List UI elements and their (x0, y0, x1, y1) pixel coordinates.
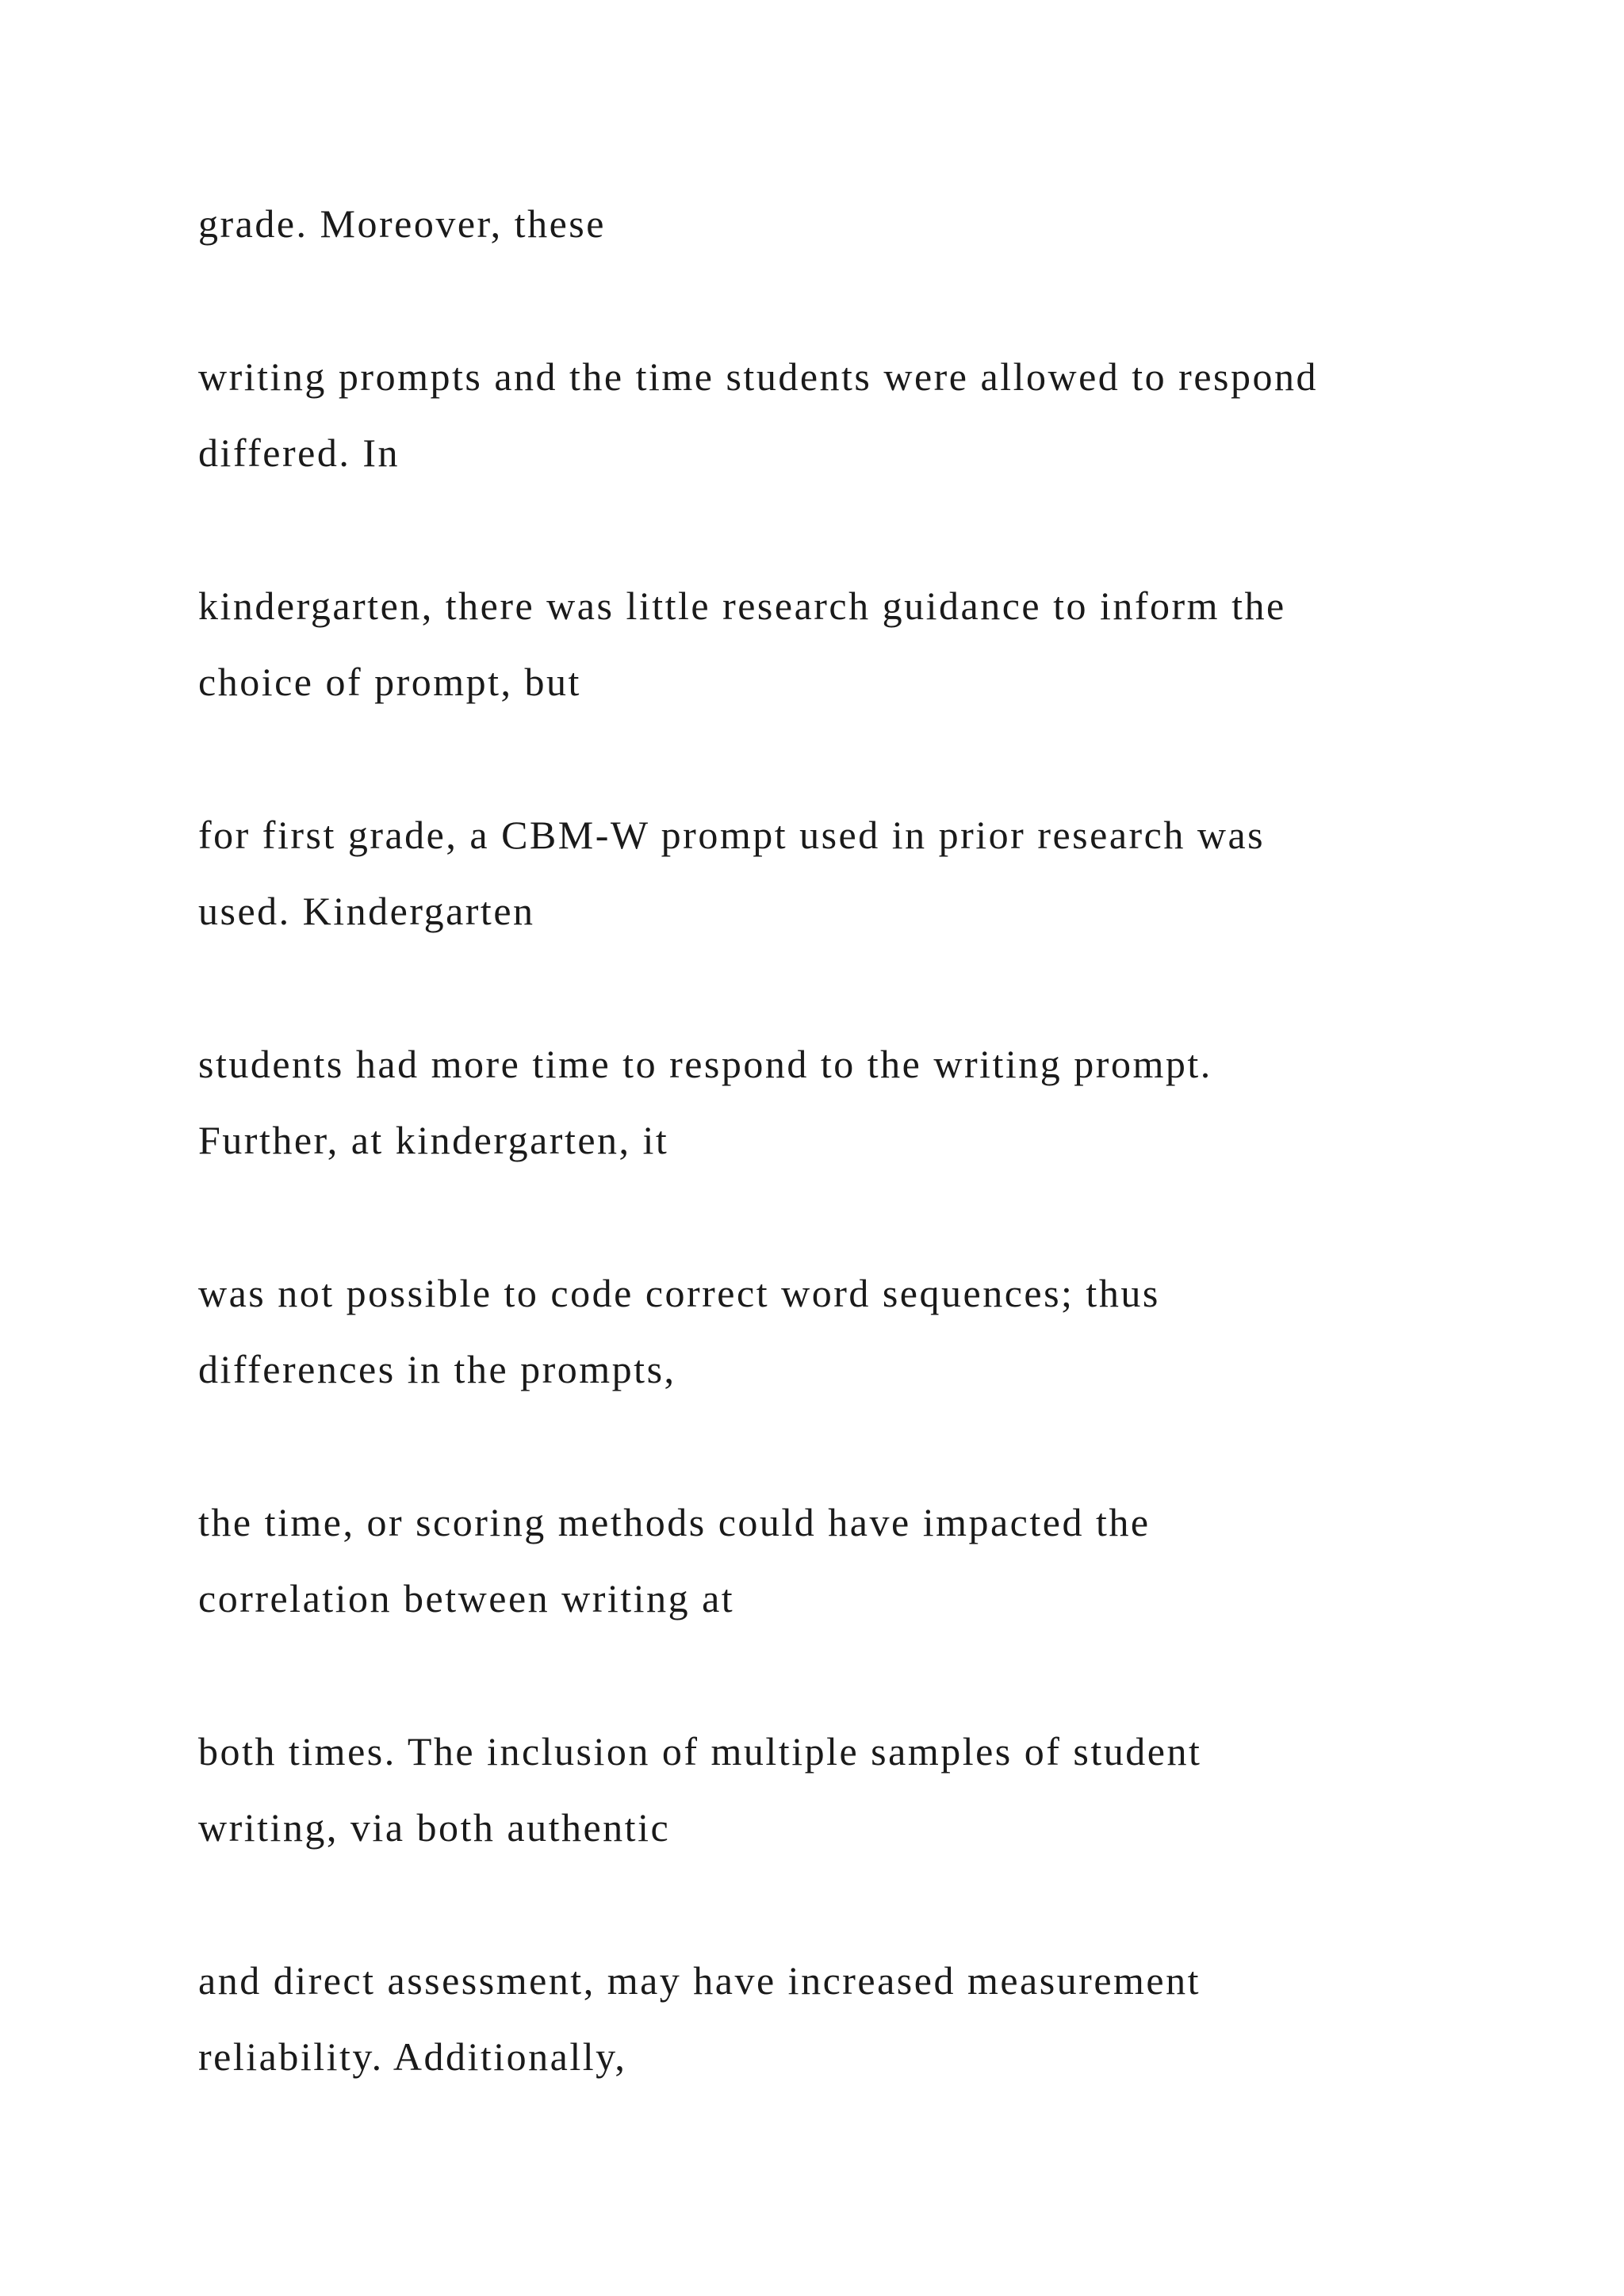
paragraph-9: and direct assessment, may have increased measurement reliability. Additionally, (198, 1958, 1201, 2079)
paragraph-3: kindergarten, there was little research guidance to inform the choice of prompt, but (198, 584, 1286, 704)
paragraph-6: was not possible to code correct word sequences; thus differences in the prompts, (198, 1271, 1160, 1391)
paragraph-1: grade. Moreover, these (198, 201, 606, 246)
paragraph-2: writing prompts and the time students were allowed to respond differed. In (198, 354, 1318, 475)
paragraph-4: for first grade, a CBM-W prompt used in prior research was used. Kindergarten (198, 813, 1266, 933)
paragraph-5: students had more time to respond to the writing prompt. Further, at kindergarten, it (198, 1042, 1212, 1162)
paragraph-8: both times. The inclusion of multiple samples of student writing, via both authentic (198, 1729, 1202, 1850)
paragraph-7: the time, or scoring methods could have impacted the correlation between writing at (198, 1500, 1151, 1621)
